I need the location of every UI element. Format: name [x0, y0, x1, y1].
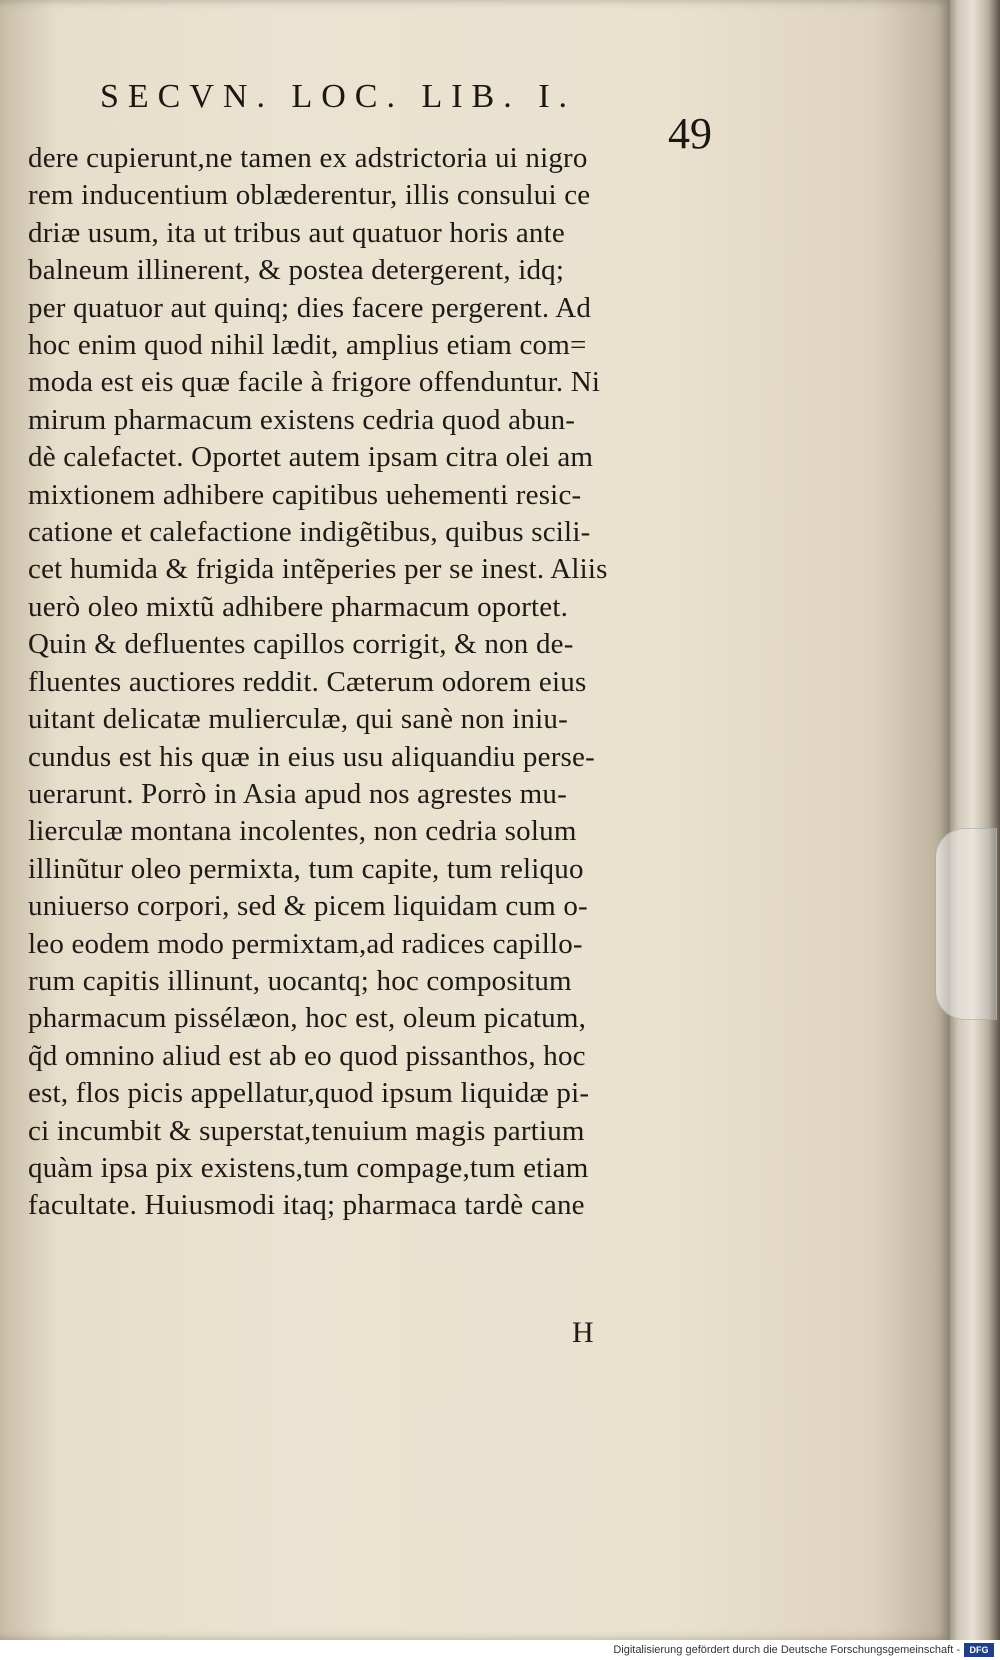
- text-line: fluentes auctiores reddit. Cæterum odorem eius: [28, 665, 587, 698]
- text-line: facultate. Huiusmodi itaq; pharmaca tardè cane: [28, 1189, 585, 1222]
- text-line: Quin & defluentes capillos corrigit, & non de-: [28, 628, 574, 661]
- text-line: lierculæ montana incolentes, non cedria solum: [28, 815, 577, 848]
- text-line: mirum pharmacum existens cedria quod abun-: [28, 403, 576, 436]
- text-line: mixtionem adhibere capitibus uehementi resic-: [28, 478, 582, 511]
- text-line: dere cupierunt,ne tamen ex adstrictoria ui nigro: [28, 142, 588, 174]
- text-line: leo eodem modo permixtam,ad radices capillo-: [28, 927, 583, 960]
- text-line: uerarunt. Porrò in Asia apud nos agrestes mu-: [28, 777, 567, 810]
- folio-number: 49: [668, 109, 712, 158]
- text-line: per quatuor aut quinq; dies facere pergerent. Ad: [28, 291, 592, 324]
- text-line: illinũtur oleo permixta, tum capite, tum reliquo: [28, 852, 584, 885]
- running-head: SECVN. LOC. LIB. I.: [100, 78, 577, 115]
- text-line: uerò oleo mixtũ adhibere pharmacum oportet.: [28, 590, 569, 623]
- text-line: cet humida & frigida intẽperies per se inest. Aliis: [28, 553, 608, 586]
- text-line: rum capitis illinunt, uocantq; hoc compositum: [28, 964, 572, 997]
- text-line: est, flos picis appellatur,quod ipsum liquidæ pi-: [28, 1077, 590, 1110]
- page-clip: [935, 828, 997, 1020]
- text-line: pharmacum pissélæon, hoc est, oleum picatum,: [28, 1002, 587, 1035]
- footer: [0, 1640, 1000, 1660]
- text-line: rem inducentium oblæderentur, illis consului ce: [28, 179, 591, 212]
- text-line: quàm ipsa pix existens,tum compage,tum etiam: [28, 1151, 589, 1184]
- text-line: moda est eis quæ facile à frigore offenduntur. Ni: [28, 366, 601, 399]
- text-line: catione et calefactione indigẽtibus, quibus scili-: [28, 516, 591, 549]
- text-line: uitant delicatæ mulierculæ, qui sanè non iniu-: [28, 703, 568, 736]
- text-line: uniuerso corpori, sed & picem liquidam cum o-: [28, 890, 588, 923]
- text-line: hoc enim quod nihil lædit, amplius etiam com=: [28, 329, 587, 362]
- text-line: balneum illinerent, & postea detergerent, idq;: [28, 254, 565, 287]
- text-line: dè calefactet. Oportet autem ipsam citra olei am: [28, 441, 594, 474]
- signature-mark: H: [572, 1316, 594, 1349]
- text-line: cundus est his quæ in eius usu aliquandiu perse-: [28, 740, 595, 773]
- text-block: [28, 140, 708, 1225]
- footer-credit: Digitalisierung gefördert durch die Deutsche Forschungsgemeinschaft -: [613, 1644, 960, 1656]
- dfg-logo-icon: DFG: [964, 1643, 994, 1657]
- text-line: q̃d omnino aliud est ab eo quod pissanthos, hoc: [28, 1039, 586, 1072]
- text-line: ci incumbit & superstat,tenuium magis partium: [28, 1114, 585, 1147]
- text-line: driæ usum, ita ut tribus aut quatuor horis ante: [28, 216, 565, 249]
